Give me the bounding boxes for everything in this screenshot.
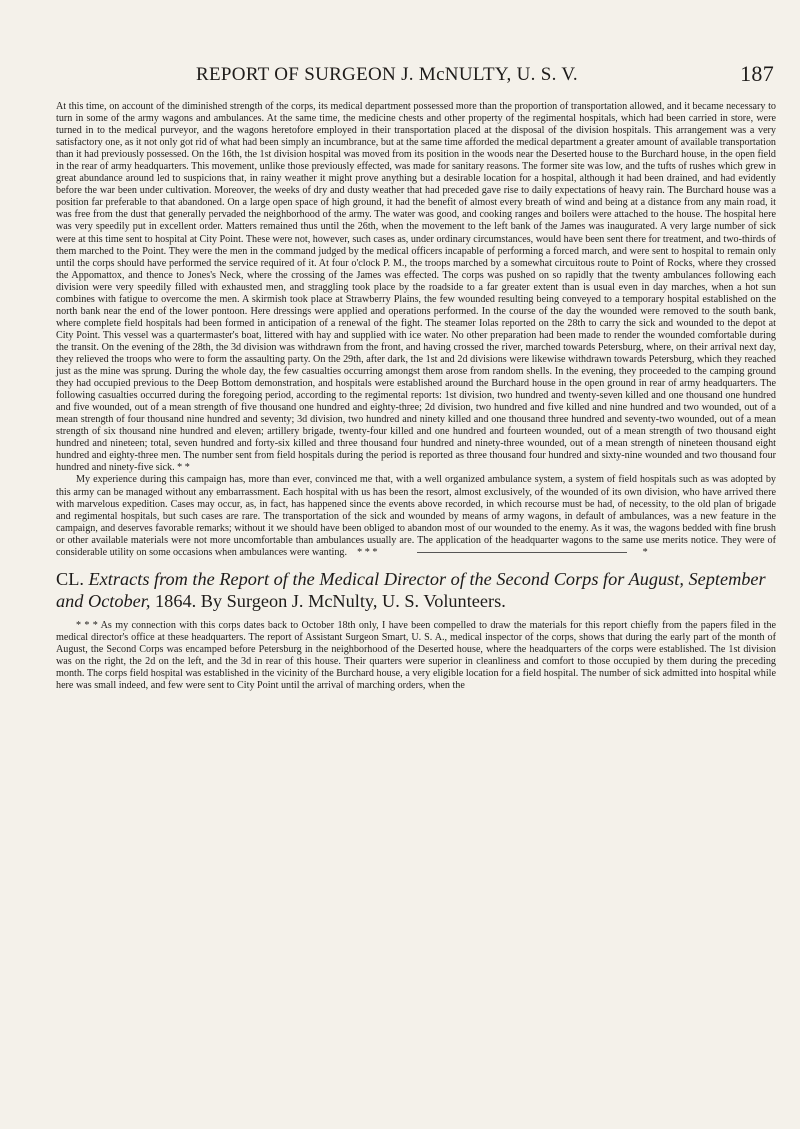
section-title: Extracts from the Report of the Medical Director of the Second Corps for August, September and October,	[56, 568, 766, 611]
running-title: REPORT OF SURGEON J. McNULTY, U. S. V.	[196, 64, 578, 85]
ellipsis-star: *	[642, 546, 648, 558]
paragraph-1: At this time, on account of the diminished strength of the corps, its medical department possessed more than the proportion of transportation allowed, and it became necessary to turn in some of the army wagons and ambulances. At the same time, the medicine chests and other property of the regimental hospitals, which had been carried in store, were turned in to the medical purveyor, and the wagons heretofore employed in their transportation placed at the disposal of the division hospitals. This arrangement was a very satisfactory one, as it not only got rid of what had been simply an incumbrance, but at the same time afforded the medical department a greater amount of available transportation than it had previously possessed. On the 16th, the 1st division hospital was moved from its position in the woods near the Deserted house to the Burchard house, in the open field in the rear of army headquarters. This movement, unlike those previously effected, was made for sanitary reasons. The former site was low, and the tufts of rushes which grew in great abundance around led to suspicions that, in rainy weather it might prove anything but a desirable location for a hospital, although it had been drained, and had evidently before the war been under cultivation. Moreover, the weeks of dry and dusty weather that had preceded gave rise to daily expectations of heavy rain. The Burchard house was a position far preferable to that abandoned. On a large open space of high ground, it had the benefit of almost every breath of wind and being at a distance from any main road, it was free from the dust that generally pervaded the neighborhood of the army. The water was good, and cooking ranges and boilers were attached to the house. The hospital here was very speedily put in excellent order. Matters remained thus until the 26th, when the movement to the left bank of the James was inaugurated. A very large number of sick were at this time sent to hospital at City Point. These were not, however, such cases as, under ordinary circumstances, would have been sent there for treatment, and two-thirds of them marched to the Point. They were the men in the command judged by the medical officers incapable of performing a forced march, and were sent to hospital to remain only until the corps should have performed the service required of it. At four o'clock P. M., the troops marched by a somewhat circuitous route to Point of Rocks, where they crossed the Appomattox, and thence to Jones's Neck, where the crossing of the James was effected. The corps was pushed on so rapidly that the twenty ambulances following each division were very speedily filled with exhausted men, and straggling took place by the roadside to a far greater extent than is usual even in day marches, when a hot sun combines with fatigue to overcome the men. A skirmish took place at Strawberry Plains, the few wounded resulting being conveyed to a temporary hospital established on the north bank near the end of the lower pontoon. Here dressings were applied and operations performed. In the course of the day the wounded were removed to the south bank, where complete field hospitals had been formed in anticipation of a renewal of the fight. The steamer Iolas reported on the 28th to carry the sick and wounded to the depot at City Point. This vessel was a quartermaster's boat, littered with hay and supplied with ice water. No other preparation had been made to render the wounded comfortable during the transit. On the evening of the 28th, the 3d division was withdrawn from the front, and having crossed the river, marched towards Petersburg, where, on their arrival next day, they relieved the troops who were to form the assaulting party. On the 29th, after dark, the 1st and 2d divisions were likewise withdrawn towards Petersburg, which they reached just as the mine was sprung. During the whole day, the few casualties occurring amongst them arose from random shells. In the evening, they proceeded to the camping ground they had occupied previous to the Deep Bottom demonstration, and hospitals were established around the Burchard house in the open ground in rear of army headquarters. The following casualties occurred during the foregoing period, according to the regimental reports: 1st division, two hundred and twenty-seven killed and one thousand one hundred and five wounded, out of a mean strength of five thousand one hundred and eighty-three; 2d division, two hundred and five killed and nine hundred and two wounded, out of a mean strength of four thousand nine hundred and seventy; 3d division, two hundred and ninety killed and one thousand three hundred and seventy-two wounded, out of a mean strength of six thousand nine hundred and eleven; artillery brigade, twenty-four killed and one hundred and fourteen wounded, out of a mean strength of two thousand eight hundred and nineteen; total, seven hundred and forty-six killed and three thousand four hundred and ninety-three wounded, out of a mean strength of nineteen thousand eight hundred and eighty-three men. The number sent from field hospitals during the period is reported as three thousand four hundred and sixty-nine wounded and two thousand four hundred and ninety-five sick. * *	[56, 101, 776, 474]
paragraph-2-text: My experience during this campaign has, more than ever, convinced me that, with a well organized ambulance system, a system of field hospitals such as was adopted by this army can be managed without any embarrassment. Each hospital with us has been the resort, almost exclusively, of the wounded of its own division, who have arrived there with marvelous expedition. Cases may occur, as, in fact, has happened since the events above recorded, in which recourse must be had, of necessity, to the old plan of brigade and regimental hospitals, but such cases are rare. The transportation of the sick and wounded by means of army wagons, in default of ambulances, was a new feature in the campaign, and deserves favorable remarks; without it we should have been obliged to abandon most of our wounded to the enemy. As it was, the wagons bedded with fine brush or other available materials were not more uncomfortable than ambulances usually are. The application of the headquarter wagons to the same use merits notice. They were of considerable utility on some occasions when ambulances were wanting.	[56, 474, 776, 558]
page-number: 187	[740, 61, 774, 86]
paragraph-2	[56, 474, 776, 558]
ellipsis-stars: * * *	[357, 546, 378, 558]
document-body	[56, 101, 776, 692]
section-number: CL.	[56, 568, 84, 589]
page-header	[60, 61, 774, 90]
section-heading	[56, 568, 776, 612]
section-year-author: 1864. By Surgeon J. McNulty, U. S. Volunteers.	[155, 590, 506, 611]
paragraph-3: * * * As my connection with this corps dates back to October 18th only, I have been compelled to draw the materials for this report chiefly from the papers filed in the medical director's office at these headquarters. The report of Assistant Surgeon Smart, U. S. A., medical inspector of the corps, shows that during the early part of the month of August, the Second Corps was encamped before Petersburg in the neighborhood of the Deserted house, where the headquarters of the corps were established. The 1st division was on the right, the 2d on the left, and the 3d in rear of this house. Their quarters were superior in cleanliness and comfort to those occupied by them during the preceding month. The corps field hospital was established in the vicinity of the Burchard house, a very eligible location for a field hospital. The number of sick admitted into hospital while here was small indeed, and few were sent to City Point until the arrival of marching orders, when the	[56, 619, 776, 692]
divider-rule	[417, 552, 627, 553]
